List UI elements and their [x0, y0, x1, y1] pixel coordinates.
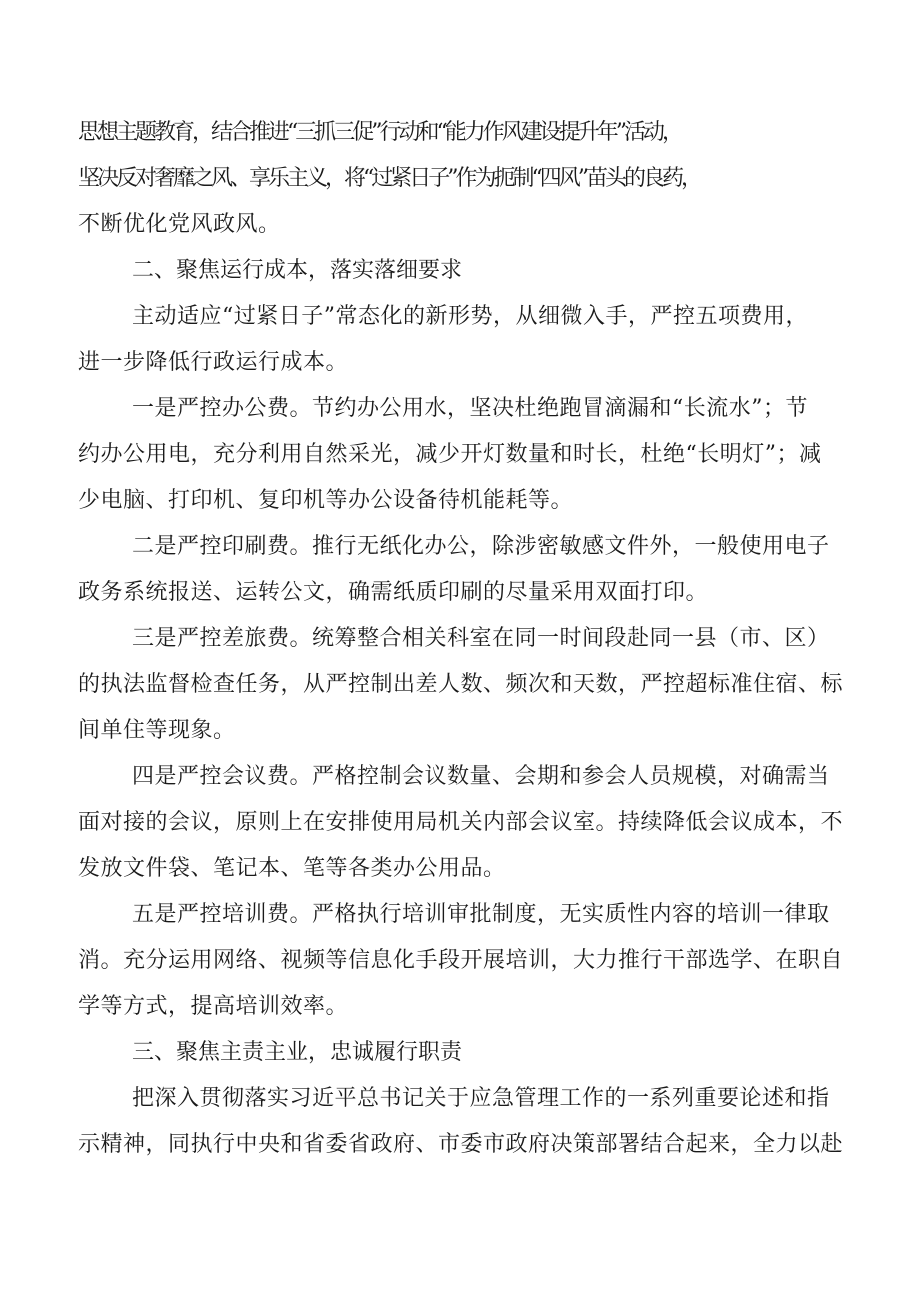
- intro-line-1: 思想主题教育，结合推进“三抓三促”行动和“能力作风建设提升年”活动，: [78, 120, 681, 145]
- section-two-intro-line-2: 进一步降低行政运行成本。: [78, 350, 349, 375]
- item-training-line-2: 消。充分运用网络、视频等信息化手段开展培训，大力推行干部选学、在职自: [78, 948, 844, 973]
- item-travel-line-2: 的执法监督检查任务，从严控制出差人数、频次和天数，严控超标准住宿、标: [78, 672, 844, 697]
- item-office-line-3: 少电脑、打印机、复印机等办公设备待机能耗等。: [78, 488, 574, 513]
- section-three-heading: 三、聚焦主责主业，忠诚履行职责: [132, 1040, 463, 1065]
- item-office-line-1: 一是严控办公费。节约办公用水，坚决杜绝跑冒滴漏和“长流水”；节: [132, 396, 808, 421]
- item-printing-line-2: 政务系统报送、运转公文，确需纸质印刷的尽量采用双面打印。: [78, 580, 709, 605]
- item-meeting-line-2: 面对接的会议，原则上在安排使用局机关内部会议室。持续降低会议成本，不: [78, 810, 844, 835]
- item-meeting-line-1: 四是严控会议费。严格控制会议数量、会期和参会人员规模，对确需当: [132, 764, 830, 789]
- section-two-intro-line-1: 主动适应“过紧日子”常态化的新形势，从细微入手，严控五项费用，: [132, 304, 808, 329]
- item-training-line-3: 学等方式，提高培训效率。: [78, 994, 349, 1019]
- section-three-intro-line-2: 示精神，同执行中央和省委省政府、市委市政府决策部署结合起来，全力以赴: [78, 1132, 844, 1157]
- item-training-line-1: 五是严控培训费。严格执行培训审批制度，无实质性内容的培训一律取: [132, 902, 830, 927]
- item-meeting-line-3: 发放文件袋、笔记本、笔等各类办公用品。: [78, 856, 506, 881]
- intro-line-2: 坚决反对奢靡之风、享乐主义，将“过紧日子”作为扼制“四风”苗头的良药，: [78, 166, 700, 191]
- item-travel-line-3: 间单住等现象。: [78, 718, 236, 743]
- section-two-heading: 二、聚焦运行成本，落实落细要求: [132, 258, 463, 283]
- section-three-intro-line-1: 把深入贯彻落实习近平总书记关于应急管理工作的一系列重要论述和指: [132, 1086, 830, 1111]
- item-office-line-2: 约办公用电，充分利用自然采光，减少开灯数量和时长，杜绝“长明灯”；减: [78, 442, 822, 467]
- intro-line-3: 不断优化党风政风。: [78, 212, 281, 237]
- item-travel-line-1: 三是严控差旅费。统筹整合相关科室在同一时间段赴同一县（市、区）: [132, 626, 830, 651]
- item-printing-line-1: 二是严控印刷费。推行无纸化办公，除涉密敏感文件外，一般使用电子: [132, 534, 830, 559]
